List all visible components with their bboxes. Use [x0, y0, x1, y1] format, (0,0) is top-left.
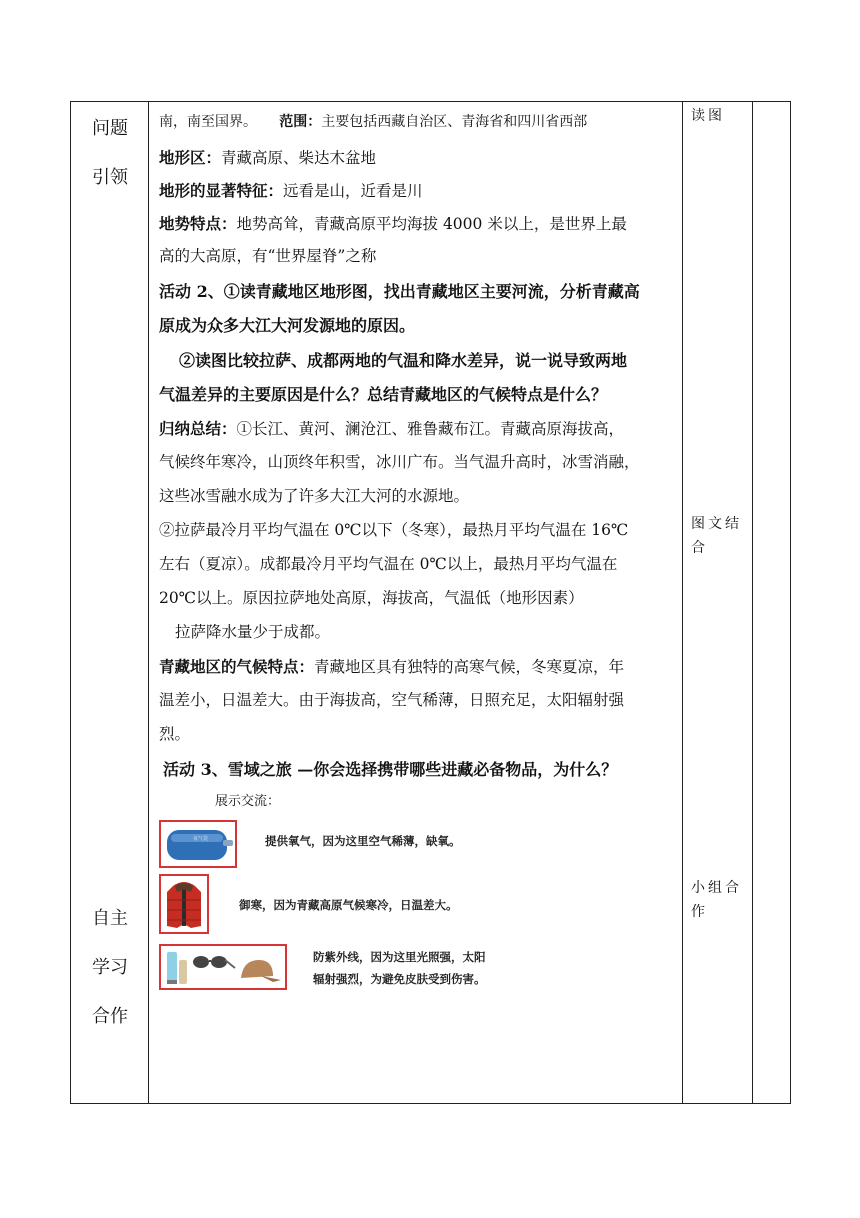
stage-column [71, 102, 149, 1104]
content-column [149, 102, 683, 1104]
climate-line2: 温差小，日温差大。由于海拔高，空气稀薄，日照充足，太阳辐射强 [159, 691, 625, 709]
notes-column [683, 102, 753, 1104]
items-illustration [159, 820, 499, 990]
landform-line: 地形区：青藏高原、柴达木盆地 [159, 148, 377, 167]
item-frame-2 [159, 874, 209, 934]
oxygen-bag-icon [161, 822, 235, 866]
note-group-work: 小组合作 [691, 880, 742, 920]
blank-column [753, 102, 791, 1104]
activity2-line3: ②读图比较拉萨、成都两地的气温和降水差异，说一说导致两地 [179, 351, 628, 370]
item-frame-1 [159, 820, 237, 868]
sun-protection-icon [161, 946, 285, 988]
climate-line3: 烈。 [159, 725, 191, 743]
lesson-plan-table [70, 101, 791, 1104]
note-read-map: 读图 [691, 108, 725, 124]
scope-line: 南，南至国界。 范围：主要包括西藏自治区、青海省和四川省西部 [159, 114, 588, 130]
climate-line1: 青藏地区的气候特点：青藏地区具有独特的高寒气候，冬寒夏凉，年 [159, 657, 625, 676]
summary-line7: 拉萨降水量少于成都。 [175, 623, 331, 641]
note-map-text: 图文结合 [691, 516, 742, 556]
stage-cooperate: 自主 学习 合作 [92, 908, 128, 1027]
activity2-line4: 气温差异的主要原因是什么？总结青藏地区的气候特点是什么？ [159, 385, 608, 404]
terrain-line: 地势特点：地势高耸，青藏高原平均海拔 4000 米以上，是世界上最 [159, 214, 627, 233]
summary-line3: 这些冰雪融水成为了许多大江大河的水源地。 [159, 487, 470, 505]
summary-line5: 左右（夏凉）。成都最冷月平均气温在 0℃以上，最热月平均气温在 [159, 555, 618, 573]
item-reason-1: 提供氧气，因为这里空气稀薄，缺氧。 [265, 834, 461, 848]
activity2-line2: 原成为众多大江大河发源地的原因。 [159, 316, 416, 335]
activity3-line: 活动 3、雪域之旅 —你会选择携带哪些进藏必备物品，为什么？ [163, 760, 618, 779]
summary-line4: ②拉萨最冷月平均气温在 0℃以下（冬寒），最热月平均气温在 16℃ [159, 521, 629, 539]
summary-line2: 气候终年寒冷，山顶终年积雪，冰川广布。当气温升高时，冰雪消融， [159, 453, 640, 471]
item-reason-3: 防紫外线，因为这里光照强，太阳 辐射强烈，为避免皮肤受到伤害。 [313, 950, 486, 986]
down-jacket-icon [161, 876, 207, 932]
terrain-line-2: 高的大高原，有“世界屋脊”之称 [159, 247, 377, 265]
item-reason-2: 御寒，因为青藏高原气候寒冷，日温差大。 [239, 898, 458, 912]
feature-line: 地形的显著特征：远看是山，近看是川 [159, 181, 423, 200]
summary-line6: 20℃以上。原因拉萨地处高原，海拔高，气温低（地形因素） [159, 589, 584, 607]
activity2-line1: 活动 2、①读青藏地区地形图，找出青藏地区主要河流，分析青藏高 [159, 282, 640, 301]
svg-text:氧气袋: 氧气袋 [193, 836, 209, 842]
item-frame-3 [159, 944, 287, 990]
show-label: 展示交流： [215, 794, 281, 809]
stage-intro: 问题 引领 [92, 118, 128, 188]
summary-line1: 归纳总结：①长江、黄河、澜沧江、雅鲁藏布江。青藏高原海拔高， [159, 419, 625, 438]
